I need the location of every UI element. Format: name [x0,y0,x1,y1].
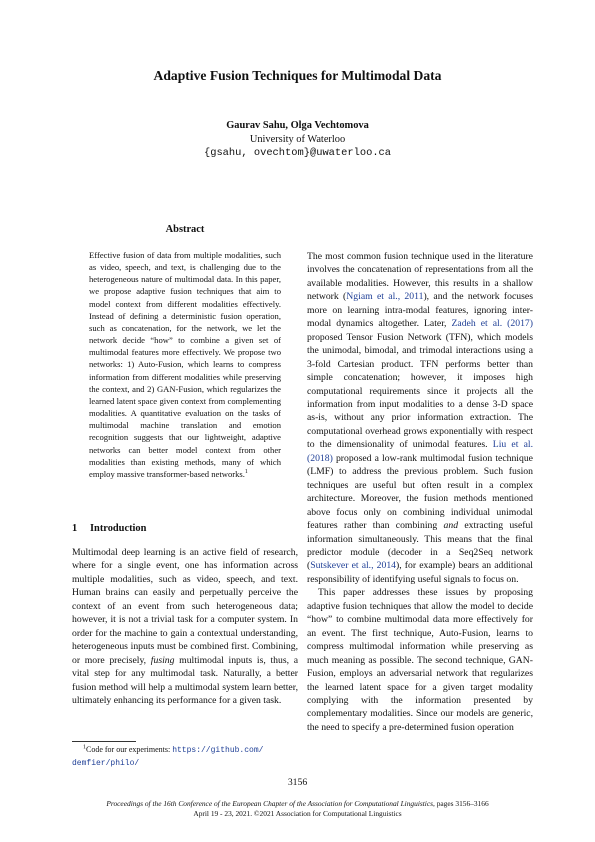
text-run: extracting useful information simultaneously. This means that the final predictor module (decoder in a Seq2Seq network ( [307,520,534,572]
footnote-link-continued[interactable]: demfier/philo/ [72,758,140,768]
proceedings-footer [0,799,595,819]
author-email: {gsahu, ovechtom}@uwaterloo.ca [203,147,392,159]
footnote-text: Code for our experiments: [86,745,173,754]
text-run: proposed a low-rank multimodal fusion technique (LMF) to address the previous problem. Such fusion techniques are useful but often result in a complex architecture. Moreover, the fusion methods mentioned above focus only on combining individual unimodal features rather than combining [307,452,533,532]
text-run: ), for example) bears an additional responsibility of identifying useful signals to focus on. [307,560,533,585]
proceedings-date: April 19 - 23, 2021. ©2021 Association for Computational Linguistics [193,809,402,818]
proceedings-venue: Proceedings of the 16th Conference of the European Chapter of the Association for Computational Linguistics [106,799,434,808]
right-paragraph-1 [307,250,533,586]
section-heading-introduction [72,523,146,534]
citation-link[interactable]: Ngiam et al., 2011 [346,291,424,303]
intro-text-a: Multimodal deep learning is an active field of research, where for a single event, one has information across multiple modalities, such as video, speech, and text. Human brains can easily and perpetually perceive the context of an event from such heterogeneous data; however, it is not a trivial task for a computer system. In order for the machine to gain a contextual understanding, heterogeneous inputs must be combined first. Combining, or more precisely, [72,547,298,666]
proceedings-pages: , pages 3156–3166 [433,799,489,808]
right-column [307,250,533,734]
citation-link[interactable]: Liu et al. (2018) [307,439,533,464]
right-paragraph-2: This paper addresses these issues by proposing adaptive fusion techniques that allow the model to decide “how” to combine multimodal data more effectively for an event. The first technique, Auto-Fusion, learns to compress multimodal information while preserving as much meaning as possible. The second technique, GAN-Fusion, employs an adversarial network that regularizes the learned latent space for a given target modality complying with the information presented by complementary modalities. Since our models are generic, the need to specify a pre-determined fusion operation [307,587,533,733]
footnote [72,744,298,769]
intro-text-b: multimodal inputs is, thus, a vital step for any multimodal task. Naturally, a better fusion method will help a multimodal system learn better, ultimately enhancing its performance for a given task. [72,654,299,706]
paper-title: Adaptive Fusion Techniques for Multimodal Data [153,68,442,83]
abstract-footnote-mark: 1 [244,468,248,475]
author-affiliation: University of Waterloo [249,134,346,145]
abstract-text: Effective fusion of data from multiple modalities, such as video, speech, and text, is challenging due to the heterogeneous nature of multimodal data. In this paper, we propose adaptive fusion techniques that aim to model context from different modalities effectively. Instead of defining a deterministic fusion operation, such as concatenation, for the network, we let the network decide “how” to combine a given set of multimodal features more effectively. We propose two networks: 1) Auto-Fusion, which learns to compress information from different modalities while preserving the context, and 2) GAN-Fusion, which regularizes the learned latent space given context from complementing modalities. A quantitative evaluation on the tasks of multimodal machine translation and emotion recognition suggests that our lightweight, adaptive networks can better model context from other modalities than existing methods, many of which employ massive transformer-based networks. [89,250,281,479]
text-run: ), and the network focuses more on learning intra-modal features, ignoring inter-modal dynamics altogether. Later, [307,291,533,330]
footnote-rule [72,741,136,742]
footnote-mark: 1 [83,744,86,751]
page-number: 3156 [287,777,308,788]
abstract-heading: Abstract [165,224,205,235]
text-run: proposed Tensor Fusion Network (TFN), which models the unimodal, bimodal, and trimodal interactions using a 3-fold Cartesian product. TFN performs better than simple concatenation; however, it imposes high computational requirements since it projects all the information from input modalities to a dense 3-D space as-is, without any prior information extraction. The computational overhead grows exponentially with respect to the dimensionality of unimodal features. [307,331,533,451]
author-names: Gaurav Sahu, Olga Vechtomova [226,120,369,131]
intro-emphasis: fusing [150,654,175,666]
text-run: The most common fusion technique used in the literature involves the concatenation of representations from all the available modalities. However, this results in a shallow network ( [307,251,533,303]
abstract-body [89,249,281,480]
citation-link[interactable]: Sutskever et al., 2014 [310,560,397,572]
introduction-paragraph [72,546,298,707]
section-number: 1 [72,523,78,534]
emphasis: and [443,520,459,532]
footnote-link[interactable]: https://github.com/ [172,746,264,755]
citation-link[interactable]: Zadeh et al. (2017) [451,318,533,330]
section-title: Introduction [90,523,147,534]
